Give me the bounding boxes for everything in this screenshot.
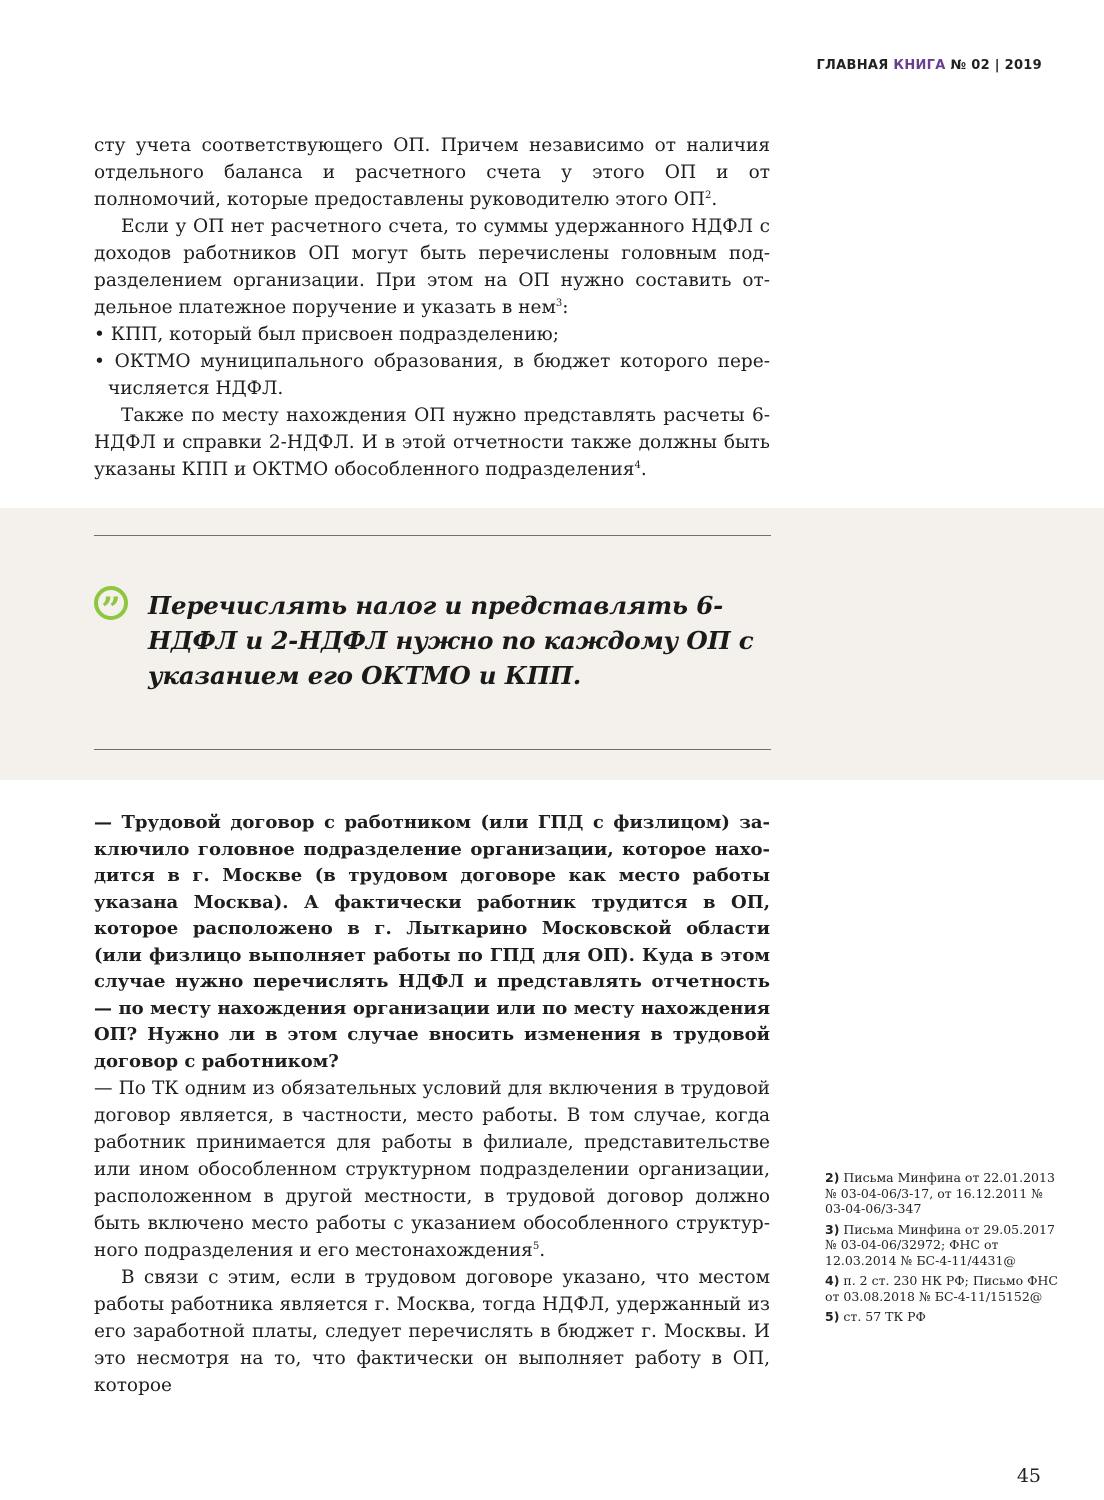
brand-name: ГЛАВНАЯ [816,58,889,73]
paragraph: сту учета соответствующего ОП. Причем независимо от наличия отдельного баланса и расчетного счета у этого ОП и от полномочий, которые предоставлены руководителю этого $ОП^2$. [94,135,770,210]
running-header [816,58,1042,73]
paragraph: Также по месту нахождения ОП нужно представлять расчеты 6-НДФЛ и справки 2-НДФЛ. И в этой отчетности также должны быть указаны КПП и ОКТМО обособленного подразделения$^4$. [94,405,770,480]
bullet-item: • ОКТМО муниципального образования, в бюджет которого перечисляется НДФЛ. [94,351,770,399]
footnote: 4) п. 2 ст. 230 НК РФ; Письмо ФНС от 03.08.2018 № БС-4-11/15152@ [825,1273,1058,1304]
divider [94,535,771,536]
bullet-item: • КПП, который был присвоен подразделению; [94,324,559,345]
issue-number: № 02 | 2019 [950,58,1042,73]
footnote: 3) Письма Минфина от 29.05.2017 № 03-04-06/32972; ФНС от 12.03.2014 № БС-4-11/4431@ [825,1221,1055,1268]
pull-quote-text: Перечислять налог и представлять 6-НДФЛ и 2-НДФЛ нужно по каждому ОП с указанием его ОКТМО и КПП. [148,591,754,690]
answer-text: — По ТК одним из обязательных условий для включения в трудовой договор является, в частности, место работы. В том случае, когда работник принимается для работы в филиале, представительстве или ином обособленном структурном подразделении организации, расположенном в другой местности, в трудовой договор должно быть включено место работы с указанием обособленного структурного подразделения и его местонахождения$^5$. [94,1078,770,1261]
footnote-ref: 4 [634,459,641,471]
question-text: — Трудовой договор с работником (или ГПД с физлицом) заключило головное подразделение организации, которое находится в г. Москве (в трудовом договоре как место работы указана Москва). А фактически работник трудится в ОП, которое расположено в г. Лыткарино Московской области (или физлицо выполняет работы по ГПД для ОП). Куда в этом случае нужно перечислять НДФЛ и представлять отчетность — по месту нахождения организации или по месту нахождения ОП? Нужно ли в этом случае вносить изменения в трудовой договор с работником? [94,812,770,1072]
divider [94,749,771,750]
footnotes [825,1170,1065,1330]
intro-text [94,132,770,483]
footnote-ref: 5 [532,1240,540,1252]
footnote-ref: 2 [705,189,712,201]
footnote: 5) ст. 57 ТК РФ [825,1309,926,1324]
footnote-ref: 3 [555,297,563,309]
brand-name-accent: КНИГА [893,58,946,73]
page-number: 45 [1016,1465,1041,1487]
qa-section [94,810,770,1399]
pull-quote [0,508,1104,780]
quote-icon: ” [94,586,128,620]
paragraph: В связи с этим, если в трудовом договоре указано, что местом работы работника является г. Москва, тогда НДФЛ, удержанный из его заработной платы, следует перечислять в бюджет г. Москвы. И это несмотря на то, что фактически он выполняет работу в ОП, которое [94,1267,770,1396]
paragraph: Если у ОП нет расчетного счета, то суммы удержанного НДФЛ с доходов работников ОП могут быть перечислены головным подразделением организации. При этом на ОП нужно составить отдельное платежное поручение и указать в нем$^3$: [94,216,770,318]
footnote: 2) Письма Минфина от 22.01.2013 № 03-04-06/3-17, от 16.12.2011 № 03-04-06/3-347 [825,1170,1055,1216]
